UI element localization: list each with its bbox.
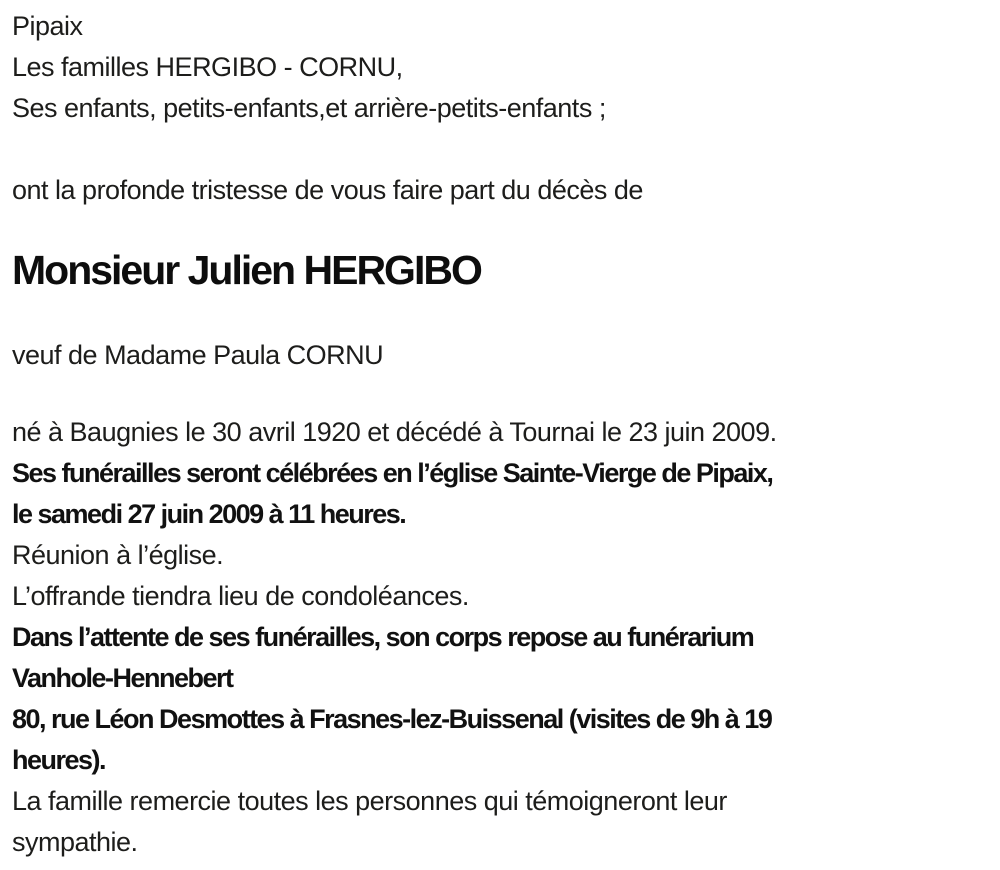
detail-line-thanks: La famille remercie toutes les personnes qui témoigneront leur [12, 786, 727, 816]
deceased-name-title: Monsieur Julien HERGIBO [12, 247, 481, 293]
detail-line-address: 80, rue Léon Desmottes à Frasnes-lez-Buissenal (visites de 9h à 19 [12, 704, 772, 734]
detail-line-birth-death: né à Baugnies le 30 avril 1920 et décédé à Tournai le 23 juin 2009. [12, 417, 777, 447]
detail-line-meeting: Réunion à l’église. [12, 540, 224, 570]
relatives-line: Ses enfants, petits-enfants,et arrière-petits-enfants ; [12, 93, 606, 123]
detail-line-offering: L’offrande tiendra lieu de condoléances. [12, 581, 469, 611]
spacer [12, 376, 990, 412]
spacer [12, 129, 990, 170]
spacer [12, 301, 990, 335]
family-line: Les familles HERGIBO - CORNU, [12, 52, 403, 82]
place-line: Pipaix [12, 11, 83, 41]
detail-line-funeral-church: Ses funérailles seront célébrées en l’église Sainte-Vierge de Pipaix, [12, 458, 773, 488]
detail-line-funerarium-name: Vanhole-Hennebert [12, 663, 233, 693]
spacer [12, 211, 990, 239]
detail-line-repose: Dans l’attente de ses funérailles, son corps repose au funérarium [12, 622, 754, 652]
detail-line-thanks-end: sympathie. [12, 827, 138, 857]
detail-line-funeral-date: le samedi 27 juin 2009 à 11 heures. [12, 499, 406, 529]
detail-line-address-end: heures). [12, 745, 106, 775]
intro-line: ont la profonde tristesse de vous faire part du décès de [12, 175, 643, 205]
widower-line: veuf de Madame Paula CORNU [12, 340, 384, 370]
